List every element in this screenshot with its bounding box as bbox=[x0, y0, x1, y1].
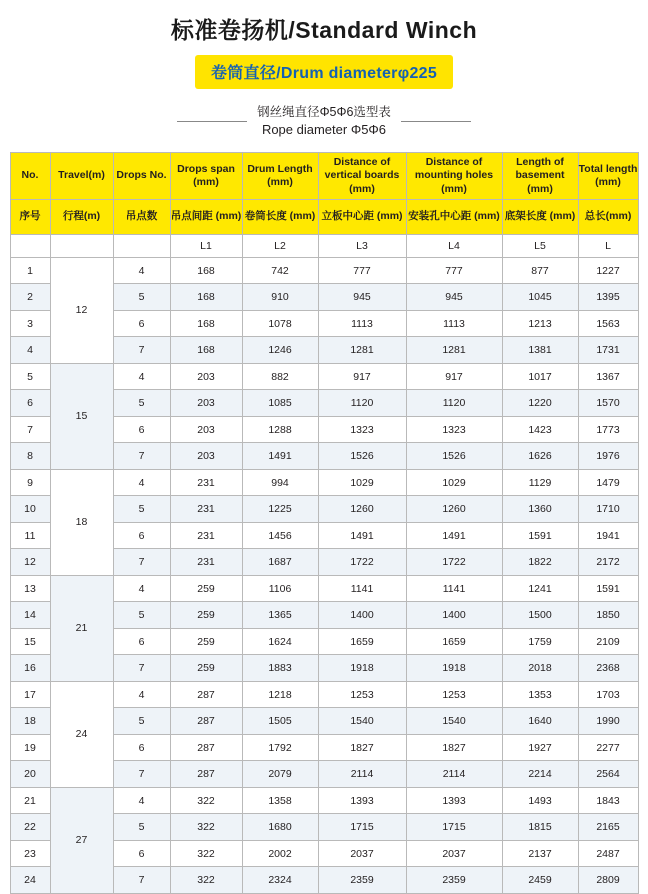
cell-total-length: 2277 bbox=[578, 734, 638, 761]
cell-vertical-boards: 1120 bbox=[318, 390, 406, 417]
cell-no: 20 bbox=[10, 761, 50, 788]
cell-drops-no: 4 bbox=[113, 363, 170, 390]
cell-basement-length: 1815 bbox=[502, 814, 578, 841]
cell-basement-length: 1220 bbox=[502, 390, 578, 417]
cell-no: 1 bbox=[10, 257, 50, 284]
cell-vertical-boards: 945 bbox=[318, 284, 406, 311]
cell-no: 7 bbox=[10, 416, 50, 443]
cell-drops-no: 5 bbox=[113, 496, 170, 523]
header-sym-l1: L1 bbox=[170, 234, 242, 257]
cell-vertical-boards: 1722 bbox=[318, 549, 406, 576]
cell-drum-length: 1883 bbox=[242, 655, 318, 682]
cell-mounting-holes: 2037 bbox=[406, 840, 502, 867]
cell-drops-span: 287 bbox=[170, 734, 242, 761]
header-sym-travel bbox=[50, 234, 113, 257]
cell-vertical-boards: 1491 bbox=[318, 522, 406, 549]
cell-vertical-boards: 1260 bbox=[318, 496, 406, 523]
cell-basement-length: 1591 bbox=[502, 522, 578, 549]
header-cn-travel: 行程(m) bbox=[50, 199, 113, 234]
cell-drum-length: 1288 bbox=[242, 416, 318, 443]
cell-drum-length: 1218 bbox=[242, 681, 318, 708]
cell-total-length: 2109 bbox=[578, 628, 638, 655]
table-row bbox=[10, 469, 638, 496]
cell-mounting-holes: 1540 bbox=[406, 708, 502, 735]
header-en-basement-length: Length of basement (mm) bbox=[502, 152, 578, 199]
cell-drops-no: 4 bbox=[113, 575, 170, 602]
cell-basement-length: 2137 bbox=[502, 840, 578, 867]
cell-drops-span: 168 bbox=[170, 284, 242, 311]
cell-mounting-holes: 1722 bbox=[406, 549, 502, 576]
cell-travel: 18 bbox=[50, 469, 113, 575]
cell-total-length: 2368 bbox=[578, 655, 638, 682]
cell-total-length: 1773 bbox=[578, 416, 638, 443]
cell-drum-length: 1106 bbox=[242, 575, 318, 602]
cell-vertical-boards: 1141 bbox=[318, 575, 406, 602]
header-cn-vertical-boards: 立板中心距 (mm) bbox=[318, 199, 406, 234]
cell-vertical-boards: 1281 bbox=[318, 337, 406, 364]
cell-basement-length: 877 bbox=[502, 257, 578, 284]
rope-diameter-section bbox=[0, 103, 648, 140]
cell-drops-no: 5 bbox=[113, 602, 170, 629]
cell-drops-no: 7 bbox=[113, 549, 170, 576]
cell-travel: 27 bbox=[50, 787, 113, 893]
cell-total-length: 2809 bbox=[578, 867, 638, 894]
cell-drops-no: 7 bbox=[113, 867, 170, 894]
cell-drops-span: 322 bbox=[170, 840, 242, 867]
header-cn-basement-length: 底架长度 (mm) bbox=[502, 199, 578, 234]
table-body bbox=[10, 257, 638, 893]
cell-no: 22 bbox=[10, 814, 50, 841]
cell-drops-no: 7 bbox=[113, 337, 170, 364]
table-row bbox=[10, 257, 638, 284]
cell-drops-span: 287 bbox=[170, 708, 242, 735]
cell-total-length: 1731 bbox=[578, 337, 638, 364]
cell-mounting-holes: 1281 bbox=[406, 337, 502, 364]
cell-no: 12 bbox=[10, 549, 50, 576]
cell-no: 10 bbox=[10, 496, 50, 523]
header-cn-drum-length: 卷筒长度 (mm) bbox=[242, 199, 318, 234]
cell-drops-span: 259 bbox=[170, 628, 242, 655]
cell-no: 23 bbox=[10, 840, 50, 867]
header-cn-drops-no: 吊点数 bbox=[113, 199, 170, 234]
cell-drops-no: 5 bbox=[113, 708, 170, 735]
cell-drops-no: 7 bbox=[113, 443, 170, 470]
cell-no: 19 bbox=[10, 734, 50, 761]
cell-mounting-holes: 1918 bbox=[406, 655, 502, 682]
header-en-drops-no: Drops No. bbox=[113, 152, 170, 199]
rope-diameter-text bbox=[257, 103, 391, 140]
cell-mounting-holes: 1526 bbox=[406, 443, 502, 470]
cell-vertical-boards: 1918 bbox=[318, 655, 406, 682]
cell-drops-span: 203 bbox=[170, 416, 242, 443]
cell-vertical-boards: 1113 bbox=[318, 310, 406, 337]
cell-basement-length: 1381 bbox=[502, 337, 578, 364]
table-row bbox=[10, 575, 638, 602]
cell-basement-length: 1493 bbox=[502, 787, 578, 814]
cell-drum-length: 1505 bbox=[242, 708, 318, 735]
cell-vertical-boards: 2037 bbox=[318, 840, 406, 867]
divider-left bbox=[177, 121, 247, 122]
cell-mounting-holes: 945 bbox=[406, 284, 502, 311]
cell-basement-length: 1017 bbox=[502, 363, 578, 390]
cell-drops-span: 231 bbox=[170, 496, 242, 523]
cell-drops-span: 322 bbox=[170, 814, 242, 841]
cell-travel: 21 bbox=[50, 575, 113, 681]
cell-total-length: 1710 bbox=[578, 496, 638, 523]
cell-drops-span: 259 bbox=[170, 655, 242, 682]
cell-total-length: 2172 bbox=[578, 549, 638, 576]
cell-no: 2 bbox=[10, 284, 50, 311]
cell-mounting-holes: 1659 bbox=[406, 628, 502, 655]
cell-drum-length: 1491 bbox=[242, 443, 318, 470]
cell-total-length: 1227 bbox=[578, 257, 638, 284]
cell-vertical-boards: 1323 bbox=[318, 416, 406, 443]
cell-drum-length: 1358 bbox=[242, 787, 318, 814]
cell-mounting-holes: 1827 bbox=[406, 734, 502, 761]
cell-basement-length: 1759 bbox=[502, 628, 578, 655]
cell-total-length: 2564 bbox=[578, 761, 638, 788]
rope-diameter-en: Rope diameter Φ5Φ6 bbox=[261, 122, 387, 138]
cell-drops-span: 231 bbox=[170, 522, 242, 549]
cell-total-length: 1976 bbox=[578, 443, 638, 470]
cell-drops-span: 231 bbox=[170, 549, 242, 576]
cell-total-length: 1367 bbox=[578, 363, 638, 390]
cell-travel: 24 bbox=[50, 681, 113, 787]
cell-basement-length: 1626 bbox=[502, 443, 578, 470]
rope-diameter-cn: 钢丝绳直径Φ5Φ6选型表 bbox=[257, 105, 391, 119]
cell-no: 13 bbox=[10, 575, 50, 602]
cell-no: 18 bbox=[10, 708, 50, 735]
cell-no: 5 bbox=[10, 363, 50, 390]
header-sym-no bbox=[10, 234, 50, 257]
cell-drops-no: 7 bbox=[113, 761, 170, 788]
cell-drops-no: 6 bbox=[113, 522, 170, 549]
header-sym-l4: L4 bbox=[406, 234, 502, 257]
cell-travel: 15 bbox=[50, 363, 113, 469]
cell-mounting-holes: 1120 bbox=[406, 390, 502, 417]
cell-drops-span: 231 bbox=[170, 469, 242, 496]
cell-drops-no: 6 bbox=[113, 628, 170, 655]
cell-travel: 12 bbox=[50, 257, 113, 363]
header-row-cn bbox=[10, 199, 638, 234]
cell-drum-length: 1624 bbox=[242, 628, 318, 655]
cell-drops-span: 322 bbox=[170, 787, 242, 814]
cell-drum-length: 1225 bbox=[242, 496, 318, 523]
cell-vertical-boards: 917 bbox=[318, 363, 406, 390]
cell-total-length: 1843 bbox=[578, 787, 638, 814]
header-cn-drops-span: 吊点间距 (mm) bbox=[170, 199, 242, 234]
header-en-vertical-boards: Distance of vertical boards (mm) bbox=[318, 152, 406, 199]
cell-vertical-boards: 1827 bbox=[318, 734, 406, 761]
header-sym-l3: L3 bbox=[318, 234, 406, 257]
cell-vertical-boards: 1659 bbox=[318, 628, 406, 655]
cell-no: 15 bbox=[10, 628, 50, 655]
cell-drops-span: 287 bbox=[170, 761, 242, 788]
table-row bbox=[10, 787, 638, 814]
header-row-en bbox=[10, 152, 638, 199]
cell-drum-length: 1792 bbox=[242, 734, 318, 761]
cell-drum-length: 2002 bbox=[242, 840, 318, 867]
cell-drum-length: 994 bbox=[242, 469, 318, 496]
cell-vertical-boards: 2114 bbox=[318, 761, 406, 788]
cell-drops-span: 203 bbox=[170, 363, 242, 390]
cell-drops-no: 6 bbox=[113, 734, 170, 761]
cell-drum-length: 910 bbox=[242, 284, 318, 311]
cell-drum-length: 1456 bbox=[242, 522, 318, 549]
cell-drum-length: 1687 bbox=[242, 549, 318, 576]
cell-total-length: 1395 bbox=[578, 284, 638, 311]
table-header bbox=[10, 152, 638, 257]
subtitle-container bbox=[0, 55, 648, 89]
cell-drops-no: 6 bbox=[113, 310, 170, 337]
cell-basement-length: 1822 bbox=[502, 549, 578, 576]
cell-drum-length: 1085 bbox=[242, 390, 318, 417]
cell-mounting-holes: 1253 bbox=[406, 681, 502, 708]
cell-drops-span: 203 bbox=[170, 390, 242, 417]
cell-no: 11 bbox=[10, 522, 50, 549]
header-row-symbols bbox=[10, 234, 638, 257]
cell-mounting-holes: 1323 bbox=[406, 416, 502, 443]
cell-drum-length: 1246 bbox=[242, 337, 318, 364]
cell-mounting-holes: 1715 bbox=[406, 814, 502, 841]
cell-drops-no: 5 bbox=[113, 284, 170, 311]
cell-basement-length: 1353 bbox=[502, 681, 578, 708]
header-sym-l: L bbox=[578, 234, 638, 257]
cell-mounting-holes: 1260 bbox=[406, 496, 502, 523]
cell-mounting-holes: 1113 bbox=[406, 310, 502, 337]
cell-vertical-boards: 1393 bbox=[318, 787, 406, 814]
cell-drops-no: 6 bbox=[113, 416, 170, 443]
cell-drops-no: 4 bbox=[113, 257, 170, 284]
cell-basement-length: 2018 bbox=[502, 655, 578, 682]
cell-vertical-boards: 777 bbox=[318, 257, 406, 284]
cell-drops-no: 4 bbox=[113, 787, 170, 814]
cell-vertical-boards: 1715 bbox=[318, 814, 406, 841]
table-row bbox=[10, 363, 638, 390]
cell-drum-length: 1078 bbox=[242, 310, 318, 337]
cell-drops-no: 7 bbox=[113, 655, 170, 682]
cell-mounting-holes: 1491 bbox=[406, 522, 502, 549]
cell-mounting-holes: 2114 bbox=[406, 761, 502, 788]
header-sym-l5: L5 bbox=[502, 234, 578, 257]
cell-basement-length: 1241 bbox=[502, 575, 578, 602]
cell-drops-span: 168 bbox=[170, 257, 242, 284]
cell-no: 8 bbox=[10, 443, 50, 470]
cell-drops-no: 5 bbox=[113, 814, 170, 841]
cell-drum-length: 742 bbox=[242, 257, 318, 284]
header-cn-total-length: 总长(mm) bbox=[578, 199, 638, 234]
cell-drops-span: 259 bbox=[170, 575, 242, 602]
cell-total-length: 1563 bbox=[578, 310, 638, 337]
cell-mounting-holes: 777 bbox=[406, 257, 502, 284]
cell-total-length: 2487 bbox=[578, 840, 638, 867]
table-row bbox=[10, 681, 638, 708]
cell-vertical-boards: 1526 bbox=[318, 443, 406, 470]
header-en-travel: Travel(m) bbox=[50, 152, 113, 199]
cell-vertical-boards: 2359 bbox=[318, 867, 406, 894]
cell-drops-span: 203 bbox=[170, 443, 242, 470]
header-en-mounting-holes: Distance of mounting holes (mm) bbox=[406, 152, 502, 199]
cell-drops-span: 259 bbox=[170, 602, 242, 629]
cell-basement-length: 1640 bbox=[502, 708, 578, 735]
header-en-no: No. bbox=[10, 152, 50, 199]
cell-basement-length: 1045 bbox=[502, 284, 578, 311]
cell-vertical-boards: 1253 bbox=[318, 681, 406, 708]
cell-drops-no: 5 bbox=[113, 390, 170, 417]
cell-vertical-boards: 1400 bbox=[318, 602, 406, 629]
cell-total-length: 1850 bbox=[578, 602, 638, 629]
cell-vertical-boards: 1540 bbox=[318, 708, 406, 735]
header-en-drum-length: Drum Length (mm) bbox=[242, 152, 318, 199]
cell-drum-length: 1365 bbox=[242, 602, 318, 629]
header-en-total-length: Total length (mm) bbox=[578, 152, 638, 199]
cell-total-length: 1703 bbox=[578, 681, 638, 708]
cell-mounting-holes: 1141 bbox=[406, 575, 502, 602]
header-sym-drops-no bbox=[113, 234, 170, 257]
cell-mounting-holes: 1393 bbox=[406, 787, 502, 814]
cell-mounting-holes: 917 bbox=[406, 363, 502, 390]
cell-basement-length: 1500 bbox=[502, 602, 578, 629]
specification-table bbox=[10, 152, 639, 894]
cell-drops-span: 322 bbox=[170, 867, 242, 894]
cell-drops-span: 168 bbox=[170, 337, 242, 364]
cell-basement-length: 2214 bbox=[502, 761, 578, 788]
cell-vertical-boards: 1029 bbox=[318, 469, 406, 496]
cell-no: 14 bbox=[10, 602, 50, 629]
cell-drops-no: 6 bbox=[113, 840, 170, 867]
cell-basement-length: 1423 bbox=[502, 416, 578, 443]
drum-diameter-badge: 卷筒直径/Drum diameterφ225 bbox=[195, 55, 453, 89]
cell-no: 24 bbox=[10, 867, 50, 894]
header-cn-mounting-holes: 安装孔中心距 (mm) bbox=[406, 199, 502, 234]
cell-no: 16 bbox=[10, 655, 50, 682]
cell-no: 3 bbox=[10, 310, 50, 337]
cell-total-length: 1479 bbox=[578, 469, 638, 496]
cell-no: 6 bbox=[10, 390, 50, 417]
cell-total-length: 1990 bbox=[578, 708, 638, 735]
cell-drops-no: 4 bbox=[113, 469, 170, 496]
divider-right bbox=[401, 121, 471, 122]
cell-no: 4 bbox=[10, 337, 50, 364]
page-title: 标准卷扬机/Standard Winch bbox=[170, 17, 478, 43]
header-en-drops-span: Drops span (mm) bbox=[170, 152, 242, 199]
cell-mounting-holes: 2359 bbox=[406, 867, 502, 894]
cell-basement-length: 1213 bbox=[502, 310, 578, 337]
cell-drops-no: 4 bbox=[113, 681, 170, 708]
cell-drops-span: 287 bbox=[170, 681, 242, 708]
cell-total-length: 1941 bbox=[578, 522, 638, 549]
cell-basement-length: 2459 bbox=[502, 867, 578, 894]
cell-total-length: 1591 bbox=[578, 575, 638, 602]
cell-drum-length: 1680 bbox=[242, 814, 318, 841]
cell-total-length: 1570 bbox=[578, 390, 638, 417]
cell-no: 9 bbox=[10, 469, 50, 496]
cell-total-length: 2165 bbox=[578, 814, 638, 841]
cell-drops-span: 168 bbox=[170, 310, 242, 337]
cell-basement-length: 1927 bbox=[502, 734, 578, 761]
cell-no: 17 bbox=[10, 681, 50, 708]
cell-basement-length: 1360 bbox=[502, 496, 578, 523]
cell-mounting-holes: 1029 bbox=[406, 469, 502, 496]
cell-drum-length: 2079 bbox=[242, 761, 318, 788]
cell-drum-length: 882 bbox=[242, 363, 318, 390]
cell-no: 21 bbox=[10, 787, 50, 814]
header-sym-l2: L2 bbox=[242, 234, 318, 257]
header-cn-no: 序号 bbox=[10, 199, 50, 234]
cell-mounting-holes: 1400 bbox=[406, 602, 502, 629]
cell-drum-length: 2324 bbox=[242, 867, 318, 894]
cell-basement-length: 1129 bbox=[502, 469, 578, 496]
